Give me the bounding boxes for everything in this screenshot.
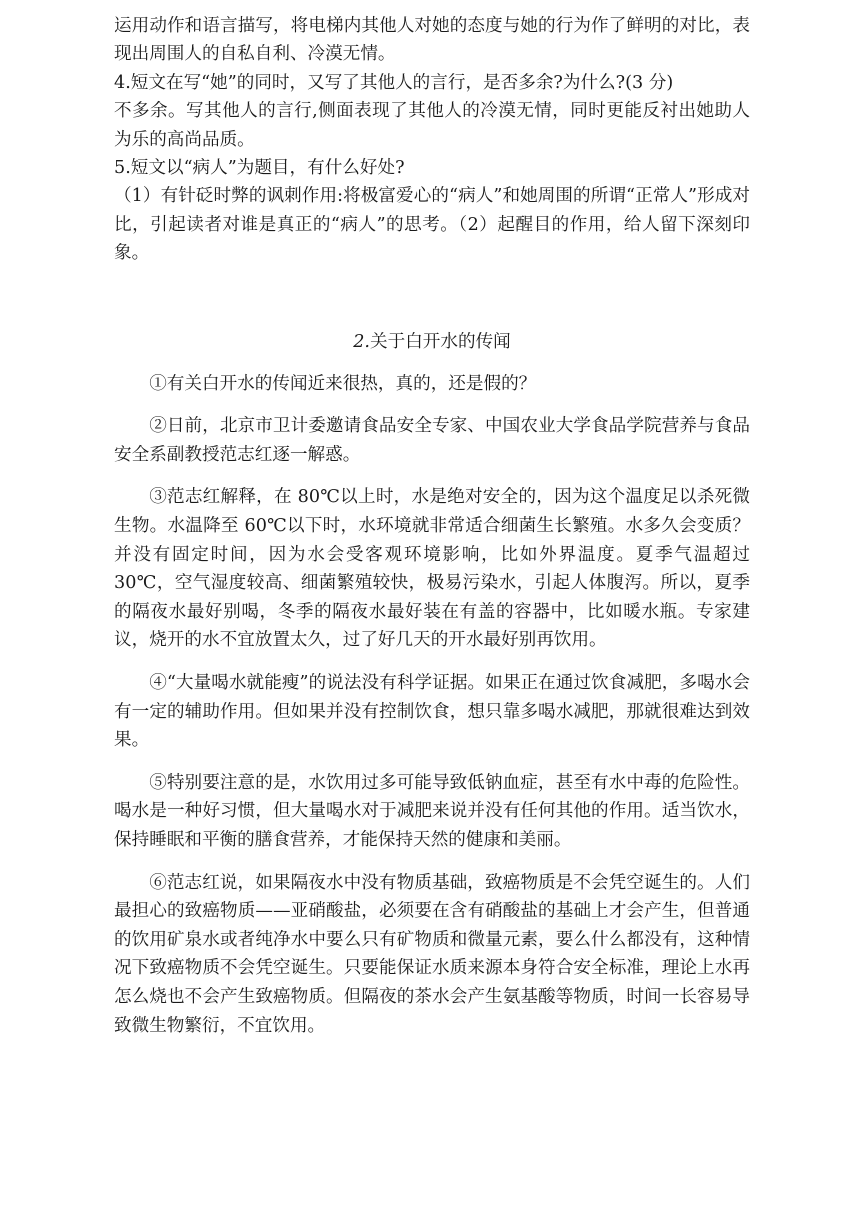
article-body: [114, 370, 750, 1040]
answer-4-text: 不多余。写其他人的言行,侧面表现了其他人的冷漠无情，同时更能反衬出她助人为乐的高尚品质。: [114, 101, 750, 150]
article-title: [114, 328, 750, 356]
paragraph-3: ③范志红解释，在 80℃以上时，水是绝对安全的，因为这个温度足以杀死微生物。水温降至 60℃以下时，水环境就非常适合细菌生长繁殖。水多久会变质？并没有固定时间，因为水会受客观环境影响，比如外界温度。夏季气温超过 30℃，空气湿度较高、细菌繁殖较快，极易污染水，引起人体腹泻。所以，夏季的隔夜水最好别喝，冬季的隔夜水最好装在有盖的容器中，比如暖水瓶。专家建议，烧开的水不宜放置太久，过了好几天的开水最好别再饮用。: [114, 487, 750, 651]
answer-3-text: 运用动作和语言描写，将电梯内其他人对她的态度与她的行为作了鲜明的对比，表现出周围人的自私自利、冷漠无情。: [114, 16, 750, 65]
answer-5-text: （1）有针砭时弊的讽刺作用:将极富爱心的“病人”和她周围的所谓“正常人”形成对比，引起读者对谁是真正的“病人”的思考。（2）起醒目的作用，给人留下深刻印象。: [114, 186, 750, 264]
paragraph-5: ⑤特别要注意的是，水饮用过多可能导致低钠血症，甚至有水中毒的危险性。喝水是一种好习惯，但大量喝水对于减肥来说并没有任何其他的作用。适当饮水，保持睡眠和平衡的膳食营养，才能保持天然的健康和美丽。: [114, 772, 750, 850]
question-4: 4.短文在写“她”的同时，又写了其他人的言行，是否多余?为什么?(3 分): [114, 72, 674, 93]
paragraph-1: ①有关白开水的传闻近来很热，真的，还是假的？: [149, 373, 537, 394]
paragraph-6: ⑥范志红说，如果隔夜水中没有物质基础，致癌物质是不会凭空诞生的。人们最担心的致癌物质——亚硝酸盐，必须要在含有硝酸盐的基础上才会产生，但普通的饮用矿泉水或者纯净水中要么只有矿物质和微量元素，要么什么都没有，这种情况下致癌物质不会凭空诞生。只要能保证水质来源本身符合安全标准，理论上水再怎么烧也不会产生致癌物质。但隔夜的茶水会产生氨基酸等物质，时间一长容易导致微生物繁衍，不宜饮用。: [114, 872, 750, 1036]
answer-section: [114, 12, 750, 268]
paragraph-2: ②日前，北京市卫计委邀请食品安全专家、中国农业大学食品学院营养与食品安全系副教授范志红逐一解惑。: [114, 416, 750, 465]
paragraph-4: ④“大量喝水就能瘦”的说法没有科学证据。如果正在通过饮食减肥，多喝水会有一定的辅助作用。但如果并没有控制饮食，想只靠多喝水减肥，那就很难达到效果。: [114, 673, 750, 751]
article-title-number: 2.: [353, 331, 371, 352]
article-title-text: 关于白开水的传闻: [370, 331, 511, 352]
question-5: 5.短文以“病人”为题目，有什么好处?: [114, 158, 405, 179]
